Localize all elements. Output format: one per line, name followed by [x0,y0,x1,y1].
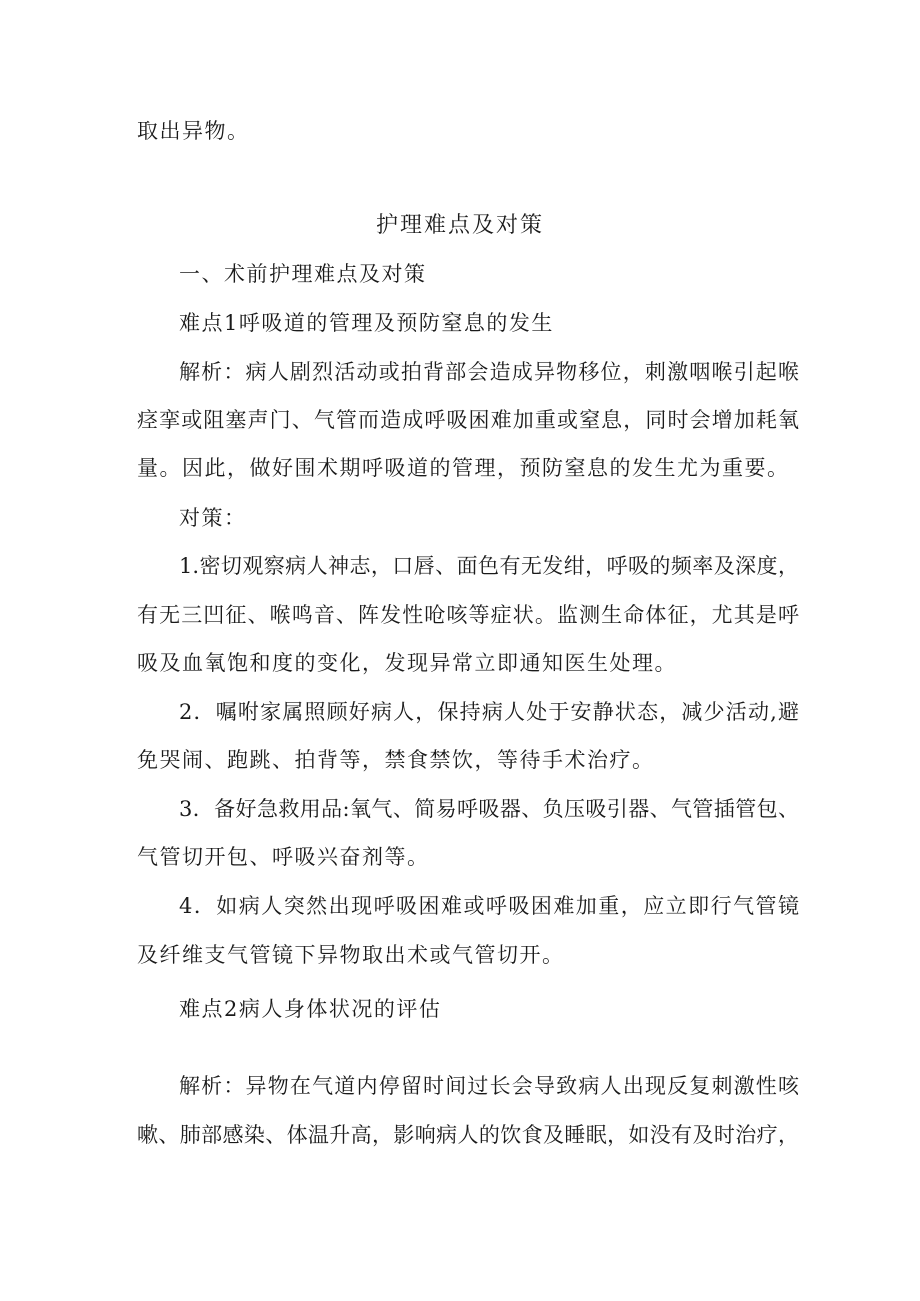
list-item-line: 及纤维支气管镜下异物取出术或气管切开。 [137,943,565,967]
difficulty-heading: 难点1呼吸道的管理及预防窒息的发生 [179,311,554,335]
list-item-line: 1.密切观察病人神志，口唇、面色有无发绀，呼吸的频率及深度， [179,554,799,578]
paragraph-line: 痉挛或阻塞声门、气管而造成呼吸困难加重或窒息，同时会增加耗氧 [137,408,799,432]
difficulty-heading: 难点2病人身体状况的评估 [179,997,442,1021]
paragraph-line: 解析：病人剧烈活动或拍背部会造成异物移位，刺激咽喉引起喉 [179,360,799,384]
list-item-line: 4．如病人突然出现呼吸困难或呼吸困难加重，应立即行气管镜 [179,894,799,918]
page-title: 护理难点及对策 [375,213,544,238]
list-item-line: 气管切开包、呼吸兴奋剂等。 [137,845,430,869]
paragraph-line: 嗽、肺部感染、体温升高，影响病人的饮食及睡眠，如没有及时治疗， [137,1123,799,1147]
list-item-line: 3．备好急救用品:氧气、简易呼吸器、负压吸引器、气管插管包、 [179,797,799,821]
countermeasure-label: 对策： [179,506,247,530]
list-item-line: 吸及血氧饱和度的变化，发现异常立即通知医生处理。 [137,651,677,675]
paragraph-line: 量。因此，做好围术期呼吸道的管理，预防窒息的发生尤为重要。 [137,456,790,480]
carryover-text: 取出异物。 [137,119,250,143]
list-item-line: 2．嘱咐家属照顾好病人，保持病人处于安静状态，减少活动,避 [179,700,799,724]
section-heading: 一、术前护理难点及对策 [179,262,427,286]
list-item-line: 有无三凹征、喉鸣音、阵发性呛咳等症状。监测生命体征，尤其是呼 [137,603,799,627]
paragraph-line: 解析：异物在气道内停留时间过长会导致病人出现反复刺激性咳 [179,1074,799,1098]
list-item-line: 免哭闹、跑跳、拍背等，禁食禁饮，等待手术治疗。 [137,748,655,772]
